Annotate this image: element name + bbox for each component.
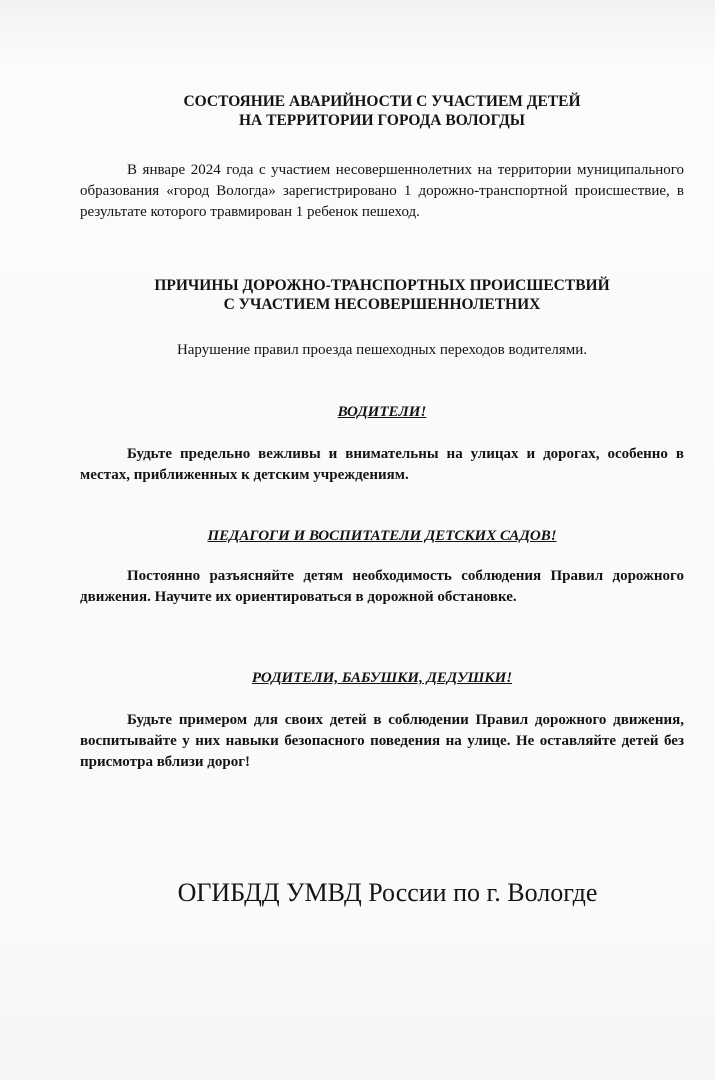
causes-heading-line-2: С УЧАСТИЕМ НЕСОВЕРШЕННОЛЕТНИХ <box>223 296 541 313</box>
document-title-heading <box>80 92 684 130</box>
appeal-teachers-heading: ПЕДАГОГИ И ВОСПИТАТЕЛИ ДЕТСКИХ САДОВ! <box>207 528 557 544</box>
appeal-teachers-heading-block <box>80 526 684 546</box>
document-title <box>80 92 684 130</box>
appeal-parents-text: Будьте примером для своих детей в соблюдении Правил дорожного движения, воспитывайте у них навыки безопасного поведения на улице. Не оставляйте детей без присмотра вблизи дорог! <box>80 712 684 770</box>
title-line-1: СОСТОЯНИЕ АВАРИЙНОСТИ С УЧАСТИЕМ ДЕТЕЙ <box>183 93 581 110</box>
causes-heading <box>80 276 684 314</box>
causes-heading-line-1: ПРИЧИНЫ ДОРОЖНО-ТРАНСПОРТНЫХ ПРОИСШЕСТВИЙ <box>154 277 610 294</box>
causes-heading-text <box>80 276 684 314</box>
appeal-parents-heading-block <box>80 668 684 688</box>
appeal-teachers-text: Постоянно разъясняйте детям необходимость соблюдения Правил дорожного движения. Научите их ориентироваться в дорожной обстановке. <box>80 568 684 605</box>
appeal-drivers-text-block <box>80 444 684 486</box>
cause-section <box>80 340 684 361</box>
appeal-drivers-text: Будьте предельно вежливы и внимательны на улицах и дорогах, особенно в местах, приближенных к детским учреждениям. <box>80 446 684 483</box>
signature: ОГИБДД УМВД России по г. Вологде <box>177 878 598 907</box>
title-line-2: НА ТЕРРИТОРИИ ГОРОДА ВОЛОГДЫ <box>239 112 525 129</box>
cause-text: Нарушение правил проезда пешеходных переходов водителями. <box>176 342 588 358</box>
intro-section <box>80 160 684 223</box>
appeal-drivers-heading: ВОДИТЕЛИ! <box>337 404 427 420</box>
appeal-drivers-heading-block <box>80 402 684 422</box>
appeal-parents-text-block <box>80 710 684 773</box>
intro-paragraph: В январе 2024 года с участием несовершеннолетних на территории муниципального образования «город Вологда» зарегистрировано 1 дорожно-транспортной происшествие, в результате которого травмирован 1 ребенок пешеход. <box>80 162 684 220</box>
appeal-teachers-text-block <box>80 566 684 608</box>
appeal-parents-heading: РОДИТЕЛИ, БАБУШКИ, ДЕДУШКИ! <box>251 670 513 686</box>
